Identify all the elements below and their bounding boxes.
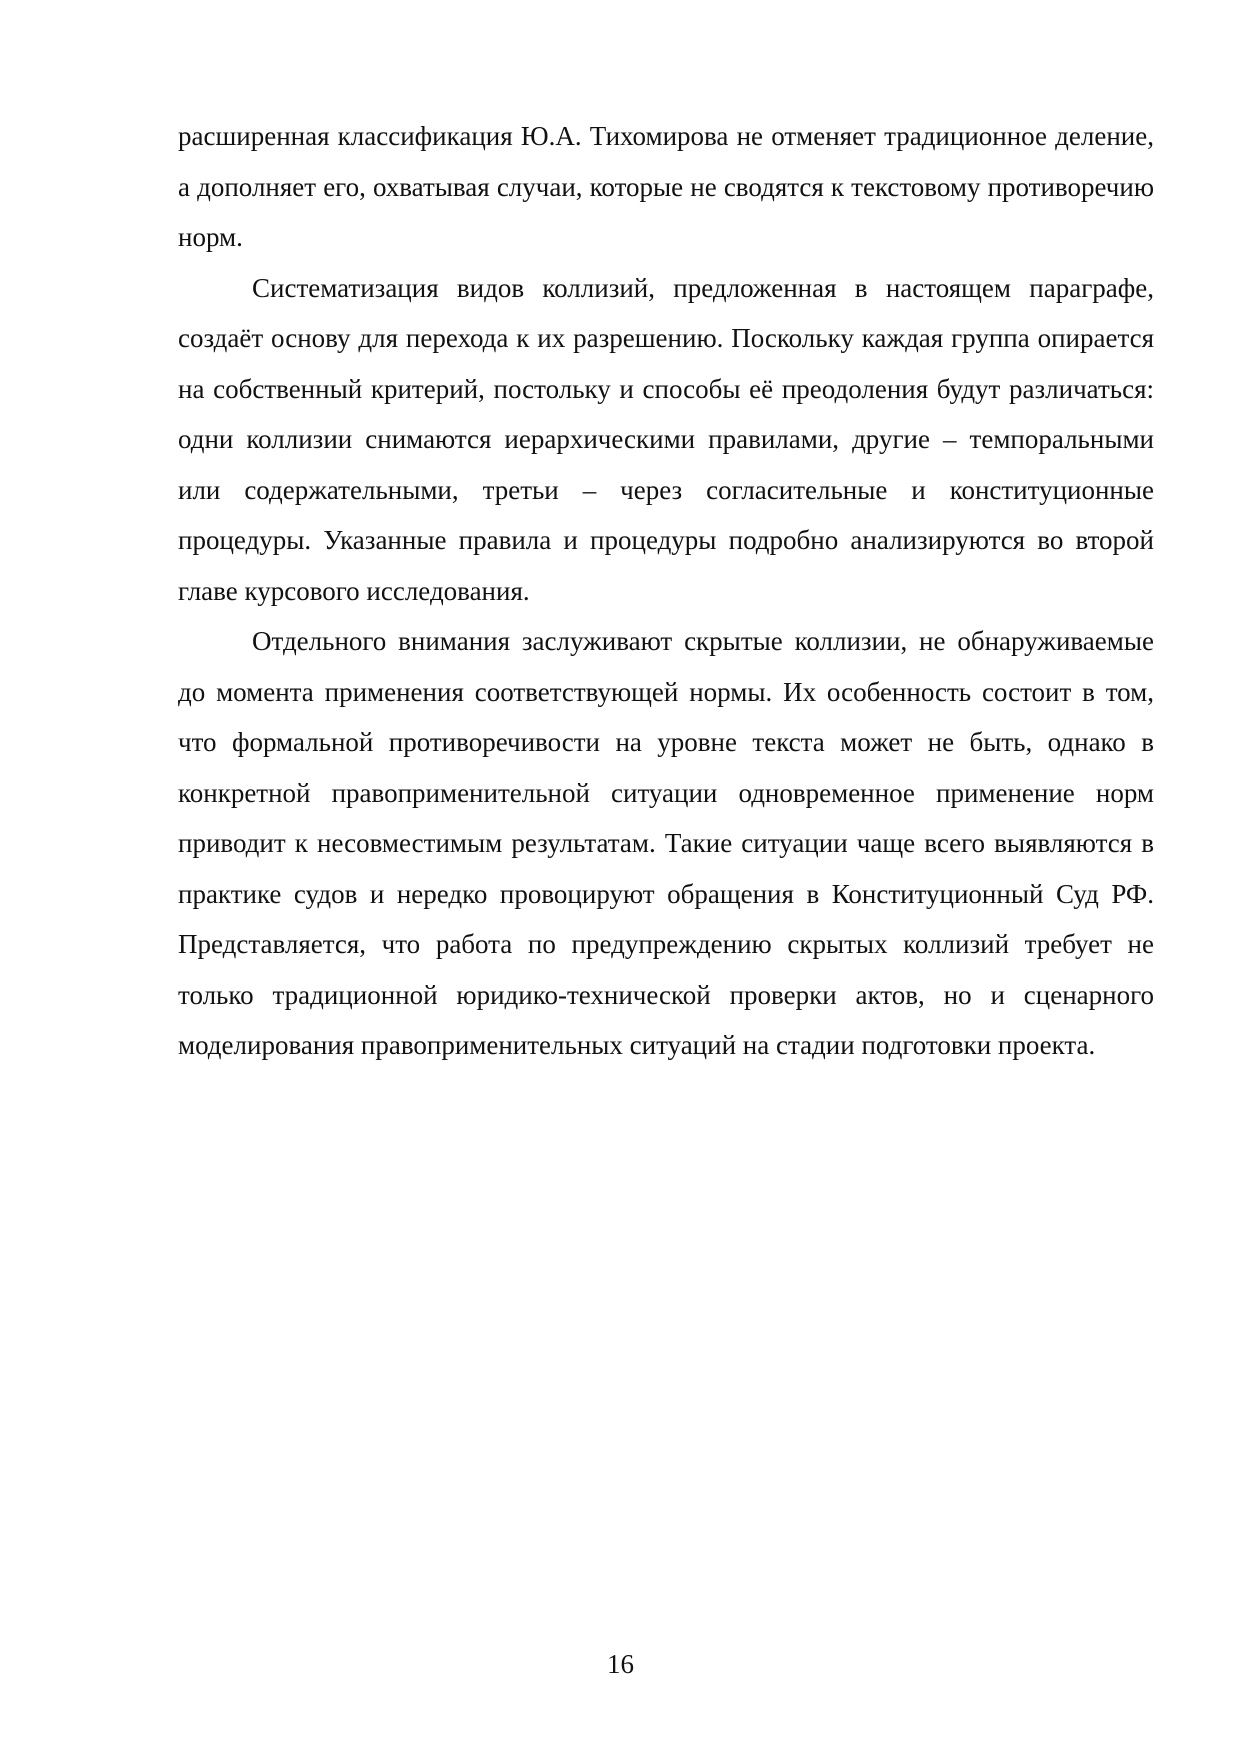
page-number: 16 [607,1649,634,1679]
text-body [178,111,1154,1071]
paragraph-continuation: расширенная классификация Ю.А. Тихомирова не отменяет традиционное деление, а дополняет его, охватывая случаи, которые не сводятся к текстовому противоречию норм. [178,121,1154,252]
paragraph-hidden-collisions: Отдельного внимания заслуживают скрытые коллизии, не обнаруживаемые до момента применения соответствующей нормы. Их особенность состоит в том, что формальной противоречивости на уровне текста может не быть, однако в конкретной правоприменительной ситуации одновременное применение норм приводит к несовместимым результатам. Такие ситуации чаще всего выявляются в практике судов и нередко провоцируют обращения в Конституционный Суд РФ. Представляется, что работа по предупреждению скрытых коллизий требует не только традиционной юридико-технической проверки актов, но и сценарного моделирования правоприменительных ситуаций на стадии подготовки проекта. [178,626,1154,1060]
paragraph-systematization: Систематизация видов коллизий, предложенная в настоящем параграфе, создаёт основу для перехода к их разрешению. Поскольку каждая группа опирается на собственный критерий, постольку и способы её преодоления будут различаться: одни коллизии снимаются иерархическими правилами, другие – темпоральными или содержательными, третьи – через согласительные и конституционные процедуры. Указанные правила и процедуры подробно анализируются во второй главе курсового исследования. [178,272,1154,606]
